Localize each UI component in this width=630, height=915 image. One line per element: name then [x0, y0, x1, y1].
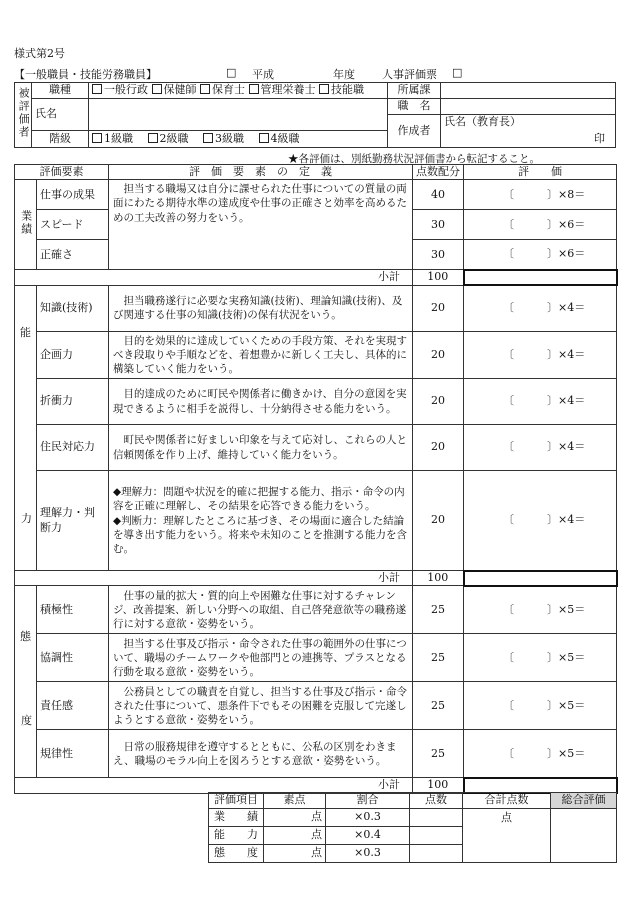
form-title: 人事評価票 [382, 68, 437, 81]
item-evaluation[interactable]: 〔 〕×6＝ [464, 240, 617, 270]
subtotal-label: 小計 [15, 270, 413, 285]
evaluator-name-label: 氏名（教育長） [444, 115, 521, 128]
ability-subtotal-box[interactable] [464, 571, 617, 586]
item-evaluation[interactable]: 〔 〕×4＝ [464, 331, 617, 379]
section-label-results: 業績 [15, 180, 37, 270]
item-evaluation[interactable]: 〔 〕×5＝ [464, 682, 617, 730]
item-points: 25 [413, 730, 464, 778]
item-points: 40 [413, 180, 464, 210]
item-definition: 仕事の量的拡大・質的向上や困難な仕事に対するチャレンジ、改善提案、新しい分野への取組、自己啓発意欲等の職務遂行に対する意欲・姿勢をいう。 [109, 586, 413, 634]
column-points: 点数配分 [413, 165, 464, 180]
item-name: 正確さ [37, 240, 109, 270]
evaluation-table [14, 164, 618, 794]
item-points: 20 [413, 331, 464, 379]
summary-raw-field[interactable]: 点 [264, 809, 326, 827]
title-year-label: 年度 [333, 68, 355, 81]
item-evaluation[interactable]: 〔 〕×8＝ [464, 180, 617, 210]
item-points: 20 [413, 285, 464, 331]
summary-total-field[interactable]: 点 [463, 809, 551, 863]
item-name: 協調性 [37, 634, 109, 682]
column-evaluation: 評 価 [464, 165, 617, 180]
item-points: 30 [413, 240, 464, 270]
title-checkbox-2[interactable]: □ [452, 66, 463, 79]
item-evaluation[interactable]: 〔 〕×5＝ [464, 730, 617, 778]
summary-header-item: 評価項目 [209, 793, 264, 809]
item-points: 20 [413, 379, 464, 425]
summary-table [208, 792, 617, 863]
summary-ratio: ×0.4 [326, 827, 410, 845]
item-definition: 日常の服務規律を遵守するとともに、公私の区別をわきまえ、職場のモラル向上を図ろうとする意欲・姿勢をいう。 [109, 730, 413, 778]
column-element: 評価要素 [15, 165, 109, 180]
job-type-label: 職種 [32, 83, 89, 99]
item-points: 25 [413, 634, 464, 682]
summary-header-raw: 素点 [264, 793, 326, 809]
subtotal-points: 100 [413, 778, 464, 793]
section-label-ability: 能 力 [15, 285, 37, 571]
summary-raw-field[interactable]: 点 [264, 845, 326, 863]
item-evaluation[interactable]: 〔 〕×6＝ [464, 210, 617, 240]
summary-points-field[interactable] [410, 827, 463, 845]
item-evaluation[interactable]: 〔 〕×5＝ [464, 634, 617, 682]
item-evaluation[interactable]: 〔 〕×4＝ [464, 471, 617, 571]
position-label: 職 名 [388, 99, 441, 115]
subtotal-label: 小計 [15, 571, 413, 586]
attitude-subtotal-box[interactable] [464, 778, 617, 793]
item-name: 理解力・判断力 [37, 471, 109, 571]
summary-points-field[interactable] [410, 845, 463, 863]
grade-options[interactable]: 1級職 2級職 3級職 4級職 [89, 131, 388, 148]
item-definition: 担当職務遂行に必要な実務知識(技術)、理論知識(技術)、及び関連する仕事の知識(技術)の保有状況をいう。 [109, 285, 413, 331]
item-definition: ◆理解力：問題や状況を的確に把握する能力、指示・命令の内容を正確に理解し、その結果を応答できる能力をいう。 ◆判断力：理解したところに基づき、その場面に適合した結論を導き出す能力をいう。将来や未知のことを推測する能力を含む。 [109, 471, 413, 571]
summary-ratio: ×0.3 [326, 845, 410, 863]
item-points: 20 [413, 425, 464, 471]
item-evaluation[interactable]: 〔 〕×4＝ [464, 379, 617, 425]
name-field[interactable] [89, 99, 388, 131]
grade-checkbox[interactable] [259, 133, 269, 143]
results-definition: 担当する職場又は自分に課せられた仕事についての質量の両面にわたる期待水準の達成度や仕事の正確さと効率を高めるための工夫改善の努力をいう。 [109, 180, 413, 270]
summary-header-ratio: 割合 [326, 793, 410, 809]
item-name: 住民対応力 [37, 425, 109, 471]
subtotal-points: 100 [413, 571, 464, 586]
title-era: 平成 [252, 68, 274, 81]
item-points: 30 [413, 210, 464, 240]
item-points: 20 [413, 471, 464, 571]
subtotal-label: 小計 [15, 778, 413, 793]
job-type-checkbox[interactable] [152, 84, 162, 94]
item-evaluation[interactable]: 〔 〕×4＝ [464, 425, 617, 471]
item-definition: 目的を効果的に達成していくための手段方策、それを実現すべき段取りや手順などを、着想豊かに新しく工夫し、具体的に構築していく能力をいう。 [109, 331, 413, 379]
summary-header-points: 点数 [410, 793, 463, 809]
form-title-category: 【一般職員・技能労務職員】 [14, 68, 157, 81]
item-name: 企画力 [37, 331, 109, 379]
summary-ratio: ×0.3 [326, 809, 410, 827]
job-type-checkbox[interactable] [92, 84, 102, 94]
grade-checkbox[interactable] [203, 133, 213, 143]
grade-label: 階級 [32, 131, 89, 148]
transcription-note: ★各評価は、別紙勤務状況評価書から転記すること。 [288, 153, 540, 165]
item-name: 知識(技術) [37, 285, 109, 331]
evaluatee-side-label: 被評価者 [15, 83, 32, 148]
column-definition: 評 価 要 素 の 定 義 [109, 165, 413, 180]
dept-field[interactable] [441, 83, 616, 99]
item-name: 規律性 [37, 730, 109, 778]
job-type-checkbox[interactable] [200, 84, 210, 94]
form-number: 様式第2号 [14, 47, 65, 60]
item-name: 責任感 [37, 682, 109, 730]
item-definition: 公務員としての職責を自覚し、担当する仕事及び指示・命令された仕事について、悪条件下でもその困難を克服して完遂しようとする意欲・姿勢をいう。 [109, 682, 413, 730]
evaluatee-table [14, 82, 616, 148]
results-subtotal-box[interactable] [464, 270, 617, 285]
summary-overall-field[interactable] [551, 809, 617, 863]
seal-mark: 印 [594, 131, 605, 145]
item-name: 折衝力 [37, 379, 109, 425]
summary-row-item: 能 力 [209, 827, 264, 845]
item-definition: 目的達成のために町民や関係者に働きかけ、自分の意図を実現できるように相手を説得し、十分納得させる能力をいう。 [109, 379, 413, 425]
dept-label: 所属課 [388, 83, 441, 99]
job-type-options[interactable]: 一般行政 保健師 保育士 管理栄養士 技能職 [89, 83, 388, 99]
item-evaluation[interactable]: 〔 〕×4＝ [464, 285, 617, 331]
name-label: 氏名 [32, 99, 89, 131]
subtotal-points: 100 [413, 270, 464, 285]
title-checkbox-1[interactable]: □ [226, 66, 237, 79]
summary-row-item: 態 度 [209, 845, 264, 863]
item-name: 仕事の成果 [37, 180, 109, 210]
item-name: 積極性 [37, 586, 109, 634]
grade-checkbox[interactable] [92, 133, 102, 143]
position-field[interactable] [441, 99, 616, 115]
item-definition: 町民や関係者に好ましい印象を与えて応対し、これらの人と信頼関係を作り上げ、維持していく能力をいう。 [109, 425, 413, 471]
item-name: スピード [37, 210, 109, 240]
summary-points-field[interactable] [410, 809, 463, 827]
job-type-checkbox[interactable] [319, 84, 329, 94]
item-definition: 担当する仕事及び指示・命令された仕事の範囲外の仕事について、職場のチームワークや他部門との連携等、プラスとなる行動を取る意欲・姿勢をいう。 [109, 634, 413, 682]
item-points: 25 [413, 586, 464, 634]
section-label-attitude: 態 度 [15, 586, 37, 778]
summary-row-item: 業 績 [209, 809, 264, 827]
summary-header-overall: 総合評価 [551, 793, 617, 809]
item-points: 25 [413, 682, 464, 730]
grade-checkbox[interactable] [148, 133, 158, 143]
summary-header-total: 合計点数 [463, 793, 551, 809]
job-type-checkbox[interactable] [249, 84, 259, 94]
evaluator-field[interactable] [441, 115, 616, 148]
summary-raw-field[interactable]: 点 [264, 827, 326, 845]
item-evaluation[interactable]: 〔 〕×5＝ [464, 586, 617, 634]
evaluator-label: 作成者 [388, 115, 441, 148]
